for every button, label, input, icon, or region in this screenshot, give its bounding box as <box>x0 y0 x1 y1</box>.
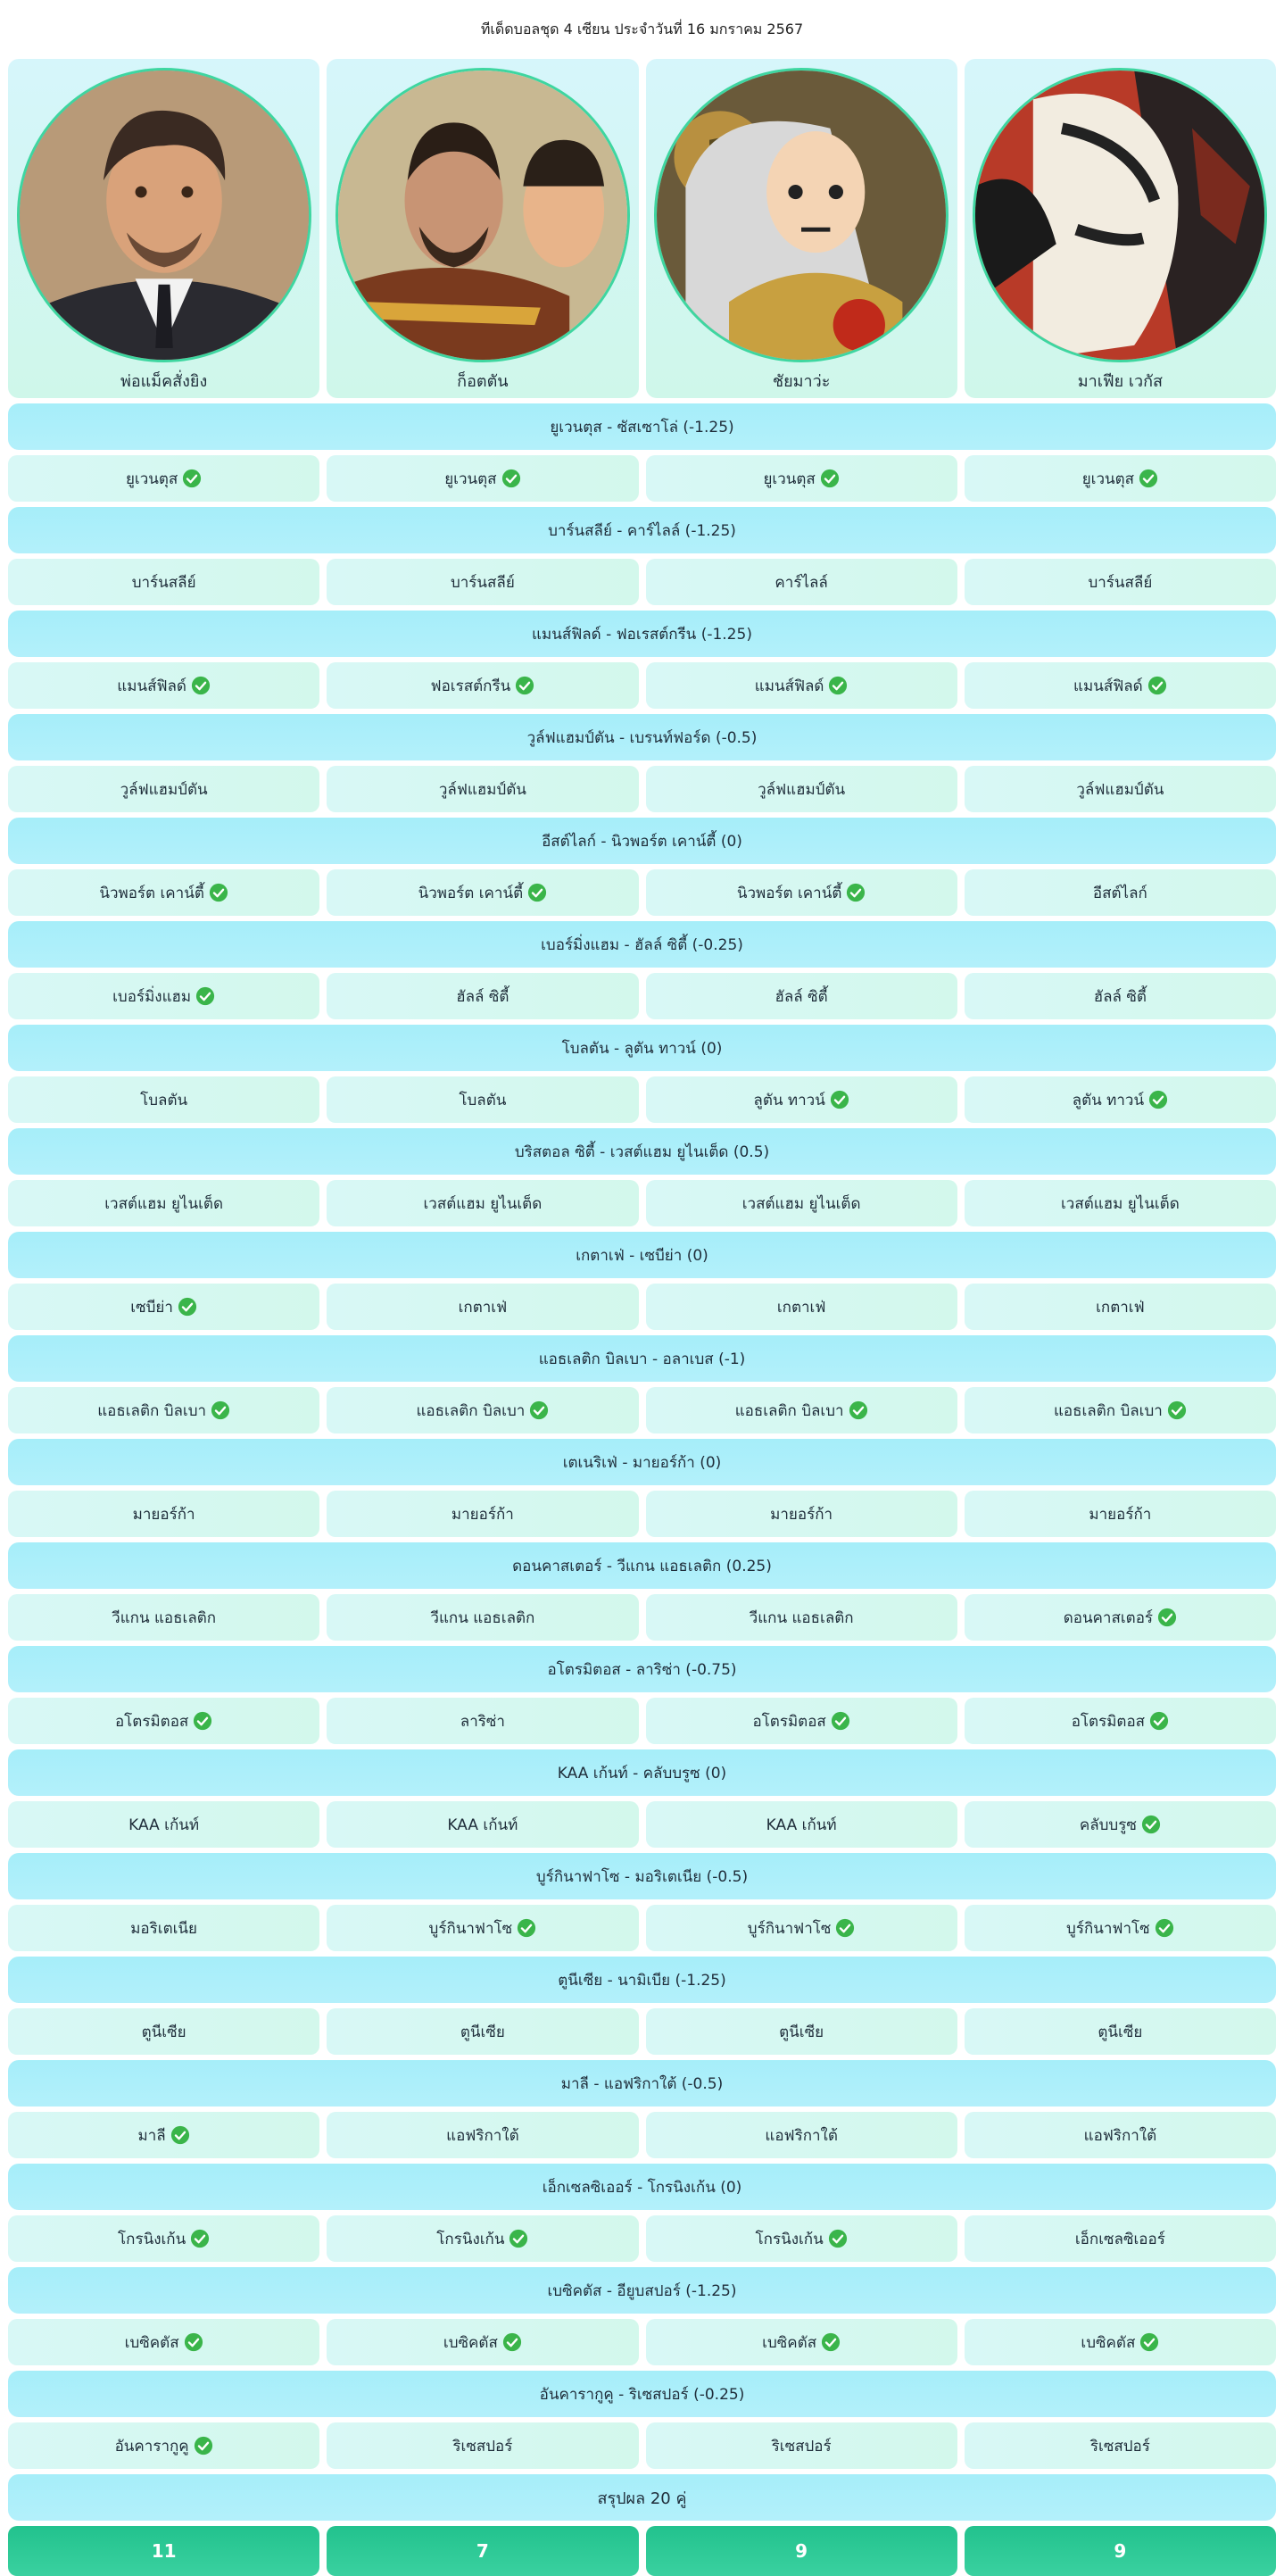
pick-cell <box>965 2008 1276 2055</box>
pick-team: มอริเตเนีย <box>130 1919 198 1938</box>
pick-team: นิวพอร์ต เคาน์ตี้ <box>736 884 842 902</box>
pick-team: บูร์กินาฟาโซ <box>1066 1919 1150 1938</box>
pick-team: ฟอเรสต์กรีน <box>430 677 511 695</box>
pick-row <box>8 1076 1276 1123</box>
tipster-name: มาเฟีย เวกัส <box>1077 372 1164 391</box>
summary-label: สรุปผล 20 คู่ <box>597 2489 687 2508</box>
pick-team: แมนส์ฟิลด์ <box>117 677 186 695</box>
pick-row <box>8 973 1276 1019</box>
pick-team: แอธเลติก บิลเบา <box>1053 1401 1163 1420</box>
check-circle-icon <box>1157 1608 1177 1627</box>
pick-team: เบซิคตัส <box>124 2333 179 2352</box>
check-circle-icon <box>184 2332 203 2352</box>
pick-row <box>8 766 1276 812</box>
check-circle-icon <box>835 1918 855 1938</box>
pick-cell <box>646 1180 957 1226</box>
pick-row <box>8 2215 1276 2262</box>
pick-team: ริเซสปอร์ <box>1089 2437 1150 2456</box>
pick-team: เกตาเฟ่ <box>458 1298 508 1317</box>
pick-cell <box>646 559 957 605</box>
tipster-row <box>8 59 1276 398</box>
pick-cell <box>8 1905 319 1951</box>
pick-team: แอฟริกาใต้ <box>1083 2126 1157 2145</box>
score-cell: 9 <box>965 2526 1276 2576</box>
pick-team: แอธเลติก บิลเบา <box>734 1401 844 1420</box>
tipster-name: พ่อแม็คสั่งยิง <box>120 372 208 391</box>
pick-cell <box>327 766 638 812</box>
pick-row <box>8 455 1276 502</box>
pick-cell <box>646 1491 957 1537</box>
pick-team: ฮัลล์ ซิตี้ <box>1093 987 1147 1006</box>
pick-cell <box>965 2215 1276 2262</box>
pick-team: ยูเวนตุส <box>125 469 178 488</box>
match-header <box>8 1542 1276 1589</box>
check-circle-icon <box>178 1297 197 1317</box>
pick-team: ริเซสปอร์ <box>771 2437 832 2456</box>
pick-team: วูล์ฟแฮมป์ตัน <box>1076 780 1164 799</box>
pick-team: แอฟริกาใต้ <box>765 2126 838 2145</box>
match-header <box>8 1853 1276 1899</box>
pick-cell <box>646 2008 957 2055</box>
pick-cell <box>327 2422 638 2469</box>
pick-cell <box>8 1284 319 1330</box>
check-circle-icon <box>1141 1815 1161 1834</box>
pick-cell <box>646 869 957 916</box>
score-cell: 9 <box>646 2526 957 2576</box>
pick-cell <box>8 1801 319 1848</box>
pick-cell <box>965 1905 1276 1951</box>
pick-team: วูล์ฟแฮมป์ตัน <box>758 780 846 799</box>
pick-cell <box>327 2319 638 2365</box>
check-circle-icon <box>190 2229 210 2248</box>
pick-cell <box>965 2319 1276 2365</box>
pick-team: KAA เก้นท์ <box>128 1816 200 1834</box>
check-circle-icon <box>1139 2332 1159 2352</box>
pick-row <box>8 1387 1276 1433</box>
pick-team: เวสต์แฮม ยูไนเต็ด <box>104 1194 223 1213</box>
pick-cell <box>8 2422 319 2469</box>
match-header <box>8 1749 1276 1796</box>
pick-cell <box>646 1698 957 1744</box>
check-circle-icon <box>509 2229 528 2248</box>
pick-team: ยูเวนตุส <box>763 469 816 488</box>
score-cell: 7 <box>327 2526 638 2576</box>
match-header <box>8 1439 1276 1485</box>
man-portrait-icon <box>17 68 311 362</box>
page-title: ทีเด็ดบอลชุด 4 เซียน ประจำวันที่ 16 มกราคม 2567 <box>480 21 804 37</box>
pick-team: แอฟริกาใต้ <box>446 2126 519 2145</box>
check-circle-icon <box>846 883 866 902</box>
pick-cell <box>327 662 638 709</box>
pick-team: บาร์นสลีย์ <box>450 573 515 592</box>
pick-cell <box>646 1905 957 1951</box>
pick-cell <box>965 1284 1276 1330</box>
pick-team: เวสต์แฮม ยูไนเต็ด <box>423 1194 543 1213</box>
pick-cell <box>965 1491 1276 1537</box>
pick-cell <box>646 1387 957 1433</box>
match-label: KAA เก้นท์ - คลับบรูซ (0) <box>557 1764 727 1782</box>
match-label: เบอร์มิ่งแฮม - ฮัลล์ ซิตี้ (-0.25) <box>541 935 743 954</box>
pick-team: บาร์นสลีย์ <box>131 573 196 592</box>
pick-row <box>8 1594 1276 1641</box>
pick-team: เอ็กเซลซิเออร์ <box>1074 2230 1165 2248</box>
pick-cell <box>965 2112 1276 2158</box>
check-circle-icon <box>517 1918 536 1938</box>
pick-team: เบซิคตัส <box>443 2333 498 2352</box>
pick-cell <box>327 1905 638 1951</box>
pick-team: เวสต์แฮม ยูไนเต็ด <box>741 1194 861 1213</box>
match-label: บริสตอล ซิตี้ - เวสต์แฮม ยูไนเต็ด (0.5) <box>514 1143 770 1161</box>
check-circle-icon <box>170 2125 190 2145</box>
match-header <box>8 1646 1276 1692</box>
match-label: แมนส์ฟิลด์ - ฟอเรสต์กรีน (-1.25) <box>532 625 752 644</box>
pick-team: ตูนีเซีย <box>141 2023 186 2041</box>
pick-row <box>8 559 1276 605</box>
tipster-card <box>327 59 638 398</box>
pick-cell <box>8 2215 319 2262</box>
match-label: วูล์ฟแฮมป์ตัน - เบรนท์ฟอร์ด (-0.5) <box>526 728 758 747</box>
footballer-portrait-icon <box>335 68 630 362</box>
pick-team: คาร์ไลล์ <box>775 573 828 592</box>
pick-team: โกรนิงเก้น <box>118 2230 186 2248</box>
pick-row <box>8 662 1276 709</box>
pick-cell <box>646 1284 957 1330</box>
check-circle-icon <box>1149 1711 1169 1731</box>
pick-cell <box>646 1076 957 1123</box>
pick-cell <box>327 1491 638 1537</box>
match-label: บูร์กินาฟาโซ - มอริเตเนีย (-0.5) <box>535 1867 749 1886</box>
check-circle-icon <box>194 2436 213 2456</box>
check-circle-icon <box>849 1400 868 1420</box>
check-circle-icon <box>209 883 228 902</box>
pick-cell <box>646 1594 957 1641</box>
pick-team: อโตรมิตอส <box>1071 1712 1146 1731</box>
match-label: บาร์นสลีย์ - คาร์ไลล์ (-1.25) <box>548 521 736 540</box>
pick-team: นิวพอร์ต เคาน์ตี้ <box>418 884 524 902</box>
match-header <box>8 403 1276 450</box>
pick-cell <box>646 2112 957 2158</box>
pick-team: โบลตัน <box>140 1091 188 1109</box>
pick-row <box>8 1905 1276 1951</box>
match-header <box>8 714 1276 760</box>
bald-hero-icon <box>654 68 949 362</box>
match-label: เตเนริเฟ่ - มายอร์ก้า (0) <box>562 1453 722 1472</box>
check-circle-icon <box>529 1400 549 1420</box>
pick-team: วูล์ฟแฮมป์ตัน <box>438 780 526 799</box>
pick-cell <box>327 2008 638 2055</box>
pick-team: อันคารากูคู <box>114 2437 189 2456</box>
mafia-portrait-icon <box>973 68 1267 362</box>
match-label: เอ็กเซลซิเออร์ - โกรนิงเก้น (0) <box>542 2178 742 2197</box>
match-header <box>8 1232 1276 1278</box>
pick-cell <box>8 869 319 916</box>
pick-team: ลาริซ่า <box>460 1712 505 1731</box>
match-label: โบลตัน - ลูตัน ทาวน์ (0) <box>561 1039 723 1058</box>
pick-team: อีสต์ไลก์ <box>1092 884 1147 902</box>
pick-cell <box>646 1801 957 1848</box>
pick-team: อโตรมิตอส <box>114 1712 189 1731</box>
summary-bar <box>8 2474 1276 2521</box>
pick-team: เบซิคตัส <box>762 2333 817 2352</box>
match-header <box>8 1957 1276 2003</box>
match-label: ยูเวนตุส - ซัสเซาโล่ (-1.25) <box>550 418 734 436</box>
match-label: มาลี - แอฟริกาใต้ (-0.5) <box>560 2074 724 2093</box>
match-header <box>8 507 1276 553</box>
pick-row <box>8 2422 1276 2469</box>
match-header <box>8 1025 1276 1071</box>
pick-team: นิวพอร์ต เคาน์ตี้ <box>99 884 204 902</box>
pick-cell <box>8 1491 319 1537</box>
tipster-card <box>8 59 319 398</box>
pick-cell <box>327 1698 638 1744</box>
check-circle-icon <box>828 2229 848 2248</box>
pick-cell <box>8 2319 319 2365</box>
pick-cell <box>646 973 957 1019</box>
pick-cell <box>327 1076 638 1123</box>
pick-team: เวสต์แฮม ยูไนเต็ด <box>1061 1194 1180 1213</box>
pick-team: มายอร์ก้า <box>770 1505 833 1524</box>
pick-team: มาลี <box>137 2126 166 2145</box>
pick-team: เบซิคตัส <box>1081 2333 1136 2352</box>
check-circle-icon <box>502 2332 522 2352</box>
pick-cell <box>965 1801 1276 1848</box>
match-label: ตูนีเซีย - นามิเบีย (-1.25) <box>558 1971 726 1990</box>
pick-row <box>8 1491 1276 1537</box>
pick-cell <box>327 1801 638 1848</box>
check-circle-icon <box>1148 1090 1168 1109</box>
pick-team: ฮัลล์ ซิตี้ <box>775 987 828 1006</box>
pick-team: วีแกน แอธเลติก <box>430 1608 535 1627</box>
pick-cell <box>965 1594 1276 1641</box>
pick-cell <box>965 1698 1276 1744</box>
pick-cell <box>646 455 957 502</box>
check-circle-icon <box>1155 1918 1174 1938</box>
pick-team: มายอร์ก้า <box>132 1505 195 1524</box>
check-circle-icon <box>820 469 840 488</box>
pick-cell <box>327 1180 638 1226</box>
pick-cell <box>327 559 638 605</box>
check-circle-icon <box>182 469 202 488</box>
match-header <box>8 921 1276 968</box>
tipster-card <box>965 59 1276 398</box>
check-circle-icon <box>830 1090 849 1109</box>
pick-cell <box>8 1387 319 1433</box>
pick-row <box>8 1284 1276 1330</box>
pick-row <box>8 2008 1276 2055</box>
pick-team: ตูนีเซีย <box>779 2023 824 2041</box>
pick-cell <box>8 1180 319 1226</box>
pick-cell <box>8 973 319 1019</box>
pick-team: ตูนีเซีย <box>1098 2023 1143 2041</box>
match-label: อีสต์ไลก์ - นิวพอร์ต เคาน์ตี้ (0) <box>542 832 742 851</box>
pick-cell <box>965 1076 1276 1123</box>
pick-team: คลับบรูซ <box>1079 1816 1137 1834</box>
pick-cell <box>965 766 1276 812</box>
pick-cell <box>8 455 319 502</box>
tipster-name: ชัยมาว่ะ <box>772 372 831 391</box>
match-header <box>8 818 1276 864</box>
check-circle-icon <box>1147 676 1167 695</box>
check-circle-icon <box>527 883 547 902</box>
pick-team: มายอร์ก้า <box>1089 1505 1152 1524</box>
pick-team: โบลตัน <box>459 1091 507 1109</box>
pick-team: บูร์กินาฟาโซ <box>747 1919 832 1938</box>
check-circle-icon <box>211 1400 230 1420</box>
check-circle-icon <box>193 1711 212 1731</box>
pick-cell <box>327 455 638 502</box>
pick-cell <box>965 559 1276 605</box>
pick-team: ตูนีเซีย <box>460 2023 505 2041</box>
check-circle-icon <box>831 1711 850 1731</box>
pick-team: บูร์กินาฟาโซ <box>428 1919 513 1938</box>
pick-cell <box>8 559 319 605</box>
pick-team: วีแกน แอธเลติก <box>112 1608 217 1627</box>
pick-row <box>8 1698 1276 1744</box>
pick-team: เซบีย่า <box>130 1298 173 1317</box>
match-header <box>8 1128 1276 1175</box>
pick-cell <box>327 2215 638 2262</box>
match-header <box>8 2267 1276 2314</box>
check-circle-icon <box>828 676 848 695</box>
pick-cell <box>327 2112 638 2158</box>
pick-cell <box>8 1076 319 1123</box>
pick-team: เกตาเฟ่ <box>776 1298 826 1317</box>
pick-team: บาร์นสลีย์ <box>1088 573 1153 592</box>
pick-team: ริเซสปอร์ <box>452 2437 513 2456</box>
match-header <box>8 611 1276 657</box>
match-label: เกตาเฟ่ - เซบีย่า (0) <box>576 1246 708 1265</box>
pick-team: แอธเลติก บิลเบา <box>97 1401 207 1420</box>
pick-team: KAA เก้นท์ <box>447 1816 518 1834</box>
check-circle-icon <box>191 676 211 695</box>
pick-team: โกรนิงเก้น <box>755 2230 824 2248</box>
check-circle-icon <box>501 469 521 488</box>
match-label: ดอนคาสเตอร์ - วีแกน แอธเลติก (0.25) <box>512 1557 772 1575</box>
pick-team: แอธเลติก บิลเบา <box>416 1401 526 1420</box>
pick-team: ยูเวนตุส <box>1081 469 1135 488</box>
pick-team: ดอนคาสเตอร์ <box>1063 1608 1154 1627</box>
pick-cell <box>646 662 957 709</box>
match-list <box>8 403 1276 2469</box>
pick-cell <box>965 1387 1276 1433</box>
match-header <box>8 2060 1276 2107</box>
pick-cell <box>965 1180 1276 1226</box>
pick-row <box>8 1801 1276 1848</box>
match-header <box>8 2371 1276 2417</box>
pick-cell <box>8 1698 319 1744</box>
pick-cell <box>327 1594 638 1641</box>
pick-team: KAA เก้นท์ <box>766 1816 837 1834</box>
pick-cell <box>965 869 1276 916</box>
pick-row <box>8 2112 1276 2158</box>
match-label: อโตรมิตอส - ลาริซ่า (-0.75) <box>547 1660 737 1679</box>
pick-cell <box>8 2008 319 2055</box>
pick-team: วูล์ฟแฮมป์ตัน <box>120 780 208 799</box>
pick-team: วีแกน แอธเลติก <box>749 1608 854 1627</box>
pick-team: มายอร์ก้า <box>451 1505 514 1524</box>
pick-team: แมนส์ฟิลด์ <box>1073 677 1143 695</box>
pick-team: เบอร์มิ่งแฮม <box>112 987 192 1006</box>
pick-cell <box>965 2422 1276 2469</box>
check-circle-icon <box>195 986 215 1006</box>
pick-team: ลูตัน ทาวน์ <box>1072 1091 1145 1109</box>
match-label: อันคารากูคู - ริเซสปอร์ (-0.25) <box>539 2385 745 2404</box>
tipster-name: ก็อตตัน <box>457 372 509 391</box>
pick-cell <box>327 1387 638 1433</box>
pick-cell <box>965 973 1276 1019</box>
pick-row <box>8 2319 1276 2365</box>
pick-cell <box>646 2215 957 2262</box>
pick-team: อโตรมิตอส <box>752 1712 826 1731</box>
pick-team: ลูตัน ทาวน์ <box>753 1091 825 1109</box>
pick-cell <box>327 1284 638 1330</box>
check-circle-icon <box>1139 469 1158 488</box>
check-circle-icon <box>1167 1400 1187 1420</box>
pick-cell <box>646 766 957 812</box>
pick-cell <box>8 2112 319 2158</box>
pick-team: โกรนิงเก้น <box>436 2230 505 2248</box>
pick-team: แมนส์ฟิลด์ <box>754 677 824 695</box>
pick-cell <box>965 455 1276 502</box>
score-row <box>8 2526 1276 2576</box>
pick-cell <box>965 662 1276 709</box>
pick-team: ฮัลล์ ซิตี้ <box>456 987 509 1006</box>
pick-cell <box>8 766 319 812</box>
pick-team: เกตาเฟ่ <box>1096 1298 1145 1317</box>
match-label: เบซิคตัส - อียูบสปอร์ (-1.25) <box>547 2281 737 2300</box>
tipster-card <box>646 59 957 398</box>
pick-cell <box>327 869 638 916</box>
check-circle-icon <box>821 2332 841 2352</box>
match-header <box>8 2164 1276 2210</box>
pick-row <box>8 869 1276 916</box>
score-cell: 11 <box>8 2526 319 2576</box>
pick-cell <box>327 973 638 1019</box>
pick-cell <box>646 2319 957 2365</box>
match-header <box>8 1335 1276 1382</box>
pick-cell <box>8 1594 319 1641</box>
pick-cell <box>646 2422 957 2469</box>
pick-cell <box>8 662 319 709</box>
check-circle-icon <box>515 676 534 695</box>
pick-row <box>8 1180 1276 1226</box>
pick-team: ยูเวนตุส <box>444 469 497 488</box>
match-label: แอธเลติก บิลเบา - อลาเบส (-1) <box>538 1350 746 1368</box>
